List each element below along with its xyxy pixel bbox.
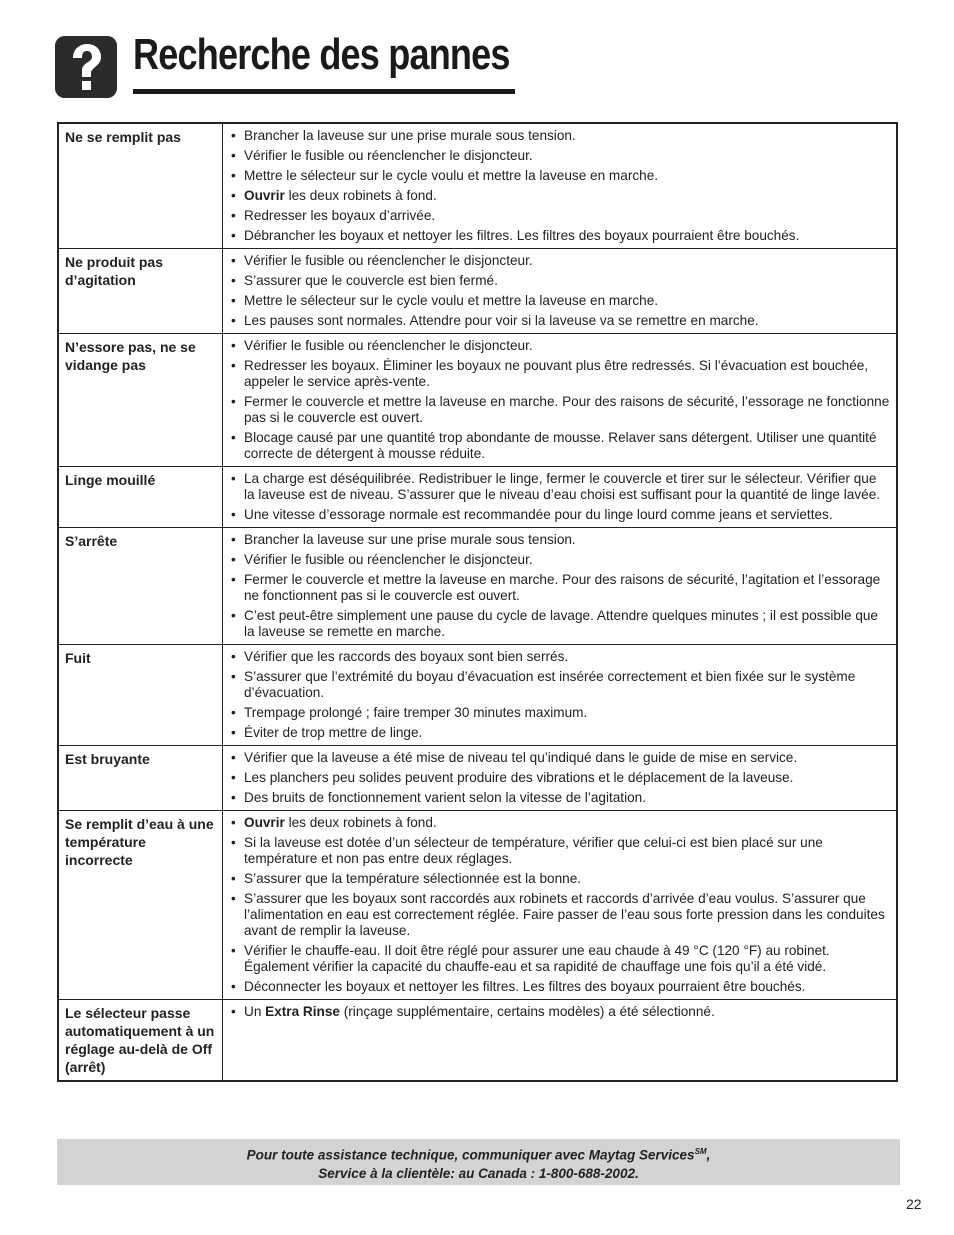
problem-cell: Se remplit d’eau à une température incorrecte — [58, 811, 223, 1000]
list-item: • La charge est déséquilibrée. Redistribuer le linge, fermer le couvercle et tirer sur le sélecteur. Vérifier que la laveuse est de niveau. S’assurer que le niveau d’eau choisi est suffisant pour la quantité de linge lavée. — [229, 471, 890, 503]
list-item: • Déconnecter les boyaux et nettoyer les filtres. Les filtres des boyaux pourraient être bouchés. — [229, 979, 890, 995]
solutions-cell — [223, 811, 898, 1000]
list-item: • S’assurer que la température sélectionnée est la bonne. — [229, 871, 890, 887]
solution-list — [229, 1004, 890, 1020]
list-item: • Vérifier le chauffe-eau. Il doit être réglé pour assurer une eau chaude à 49 °C (120 °F) au robinet. Également vérifier la capacité du chauffe-eau et sa rapidité de chauffage une fois qu’il a été vidé. — [229, 943, 890, 975]
emphasis-text: Ouvrir — [244, 188, 285, 203]
list-item: • Fermer le couvercle et mettre la laveuse en marche. Pour des raisons de sécurité, l’essorage ne fonctionne pas si le couvercle est ouvert. — [229, 394, 890, 426]
list-item: • S’assurer que l’extrémité du boyau d’évacuation est insérée correctement et bien fixée sur le système d’évacuation. — [229, 669, 890, 701]
list-item: • Une vitesse d’essorage normale est recommandée pour du linge lourd comme jeans et serviettes. — [229, 507, 890, 523]
list-item: • Éviter de trop mettre de linge. — [229, 725, 890, 741]
problem-cell: S’arrête — [58, 528, 223, 645]
list-item: • C’est peut-être simplement une pause du cycle de lavage. Attendre quelques minutes ; il est possible que la laveuse se remette en marche. — [229, 608, 890, 640]
list-item: • S’assurer que les boyaux sont raccordés aux robinets et raccords d’arrivée d’eau voulus. S’assurer que l’alimentation en eau est correctement réglée. Faire passer de l’eau sous forte pression dans les conduites avant de remplir la laveuse. — [229, 891, 890, 939]
page-number: 22 — [906, 1196, 922, 1212]
list-item: • Mettre le sélecteur sur le cycle voulu et mettre la laveuse en marche. — [229, 293, 890, 309]
problem-cell: Ne produit pas d’agitation — [58, 249, 223, 334]
solutions-cell — [223, 746, 898, 811]
problem-cell: Ne se remplit pas — [58, 123, 223, 249]
solutions-cell — [223, 467, 898, 528]
solutions-cell — [223, 123, 898, 249]
emphasis-text: Ouvrir — [244, 815, 285, 830]
list-item: • Redresser les boyaux. Éliminer les boyaux ne pouvant plus être redressés. Si l’évacuation est bouchée, appeler le service après-vente. — [229, 358, 890, 390]
problem-cell: Fuit — [58, 645, 223, 746]
table-row — [58, 123, 897, 249]
problem-cell: Le sélecteur passe automatiquement à un réglage au-delà de Off (arrêt) — [58, 1000, 223, 1082]
problem-cell: Est bruyante — [58, 746, 223, 811]
list-item: • Vérifier le fusible ou réenclencher le disjoncteur. — [229, 148, 890, 164]
list-item: • Les planchers peu solides peuvent produire des vibrations et le déplacement de la laveuse. — [229, 770, 890, 786]
list-item: • Redresser les boyaux d’arrivée. — [229, 208, 890, 224]
list-item: • S’assurer que le couvercle est bien fermé. — [229, 273, 890, 289]
table-row — [58, 467, 897, 528]
list-item: • Mettre le sélecteur sur le cycle voulu et mettre la laveuse en marche. — [229, 168, 890, 184]
table-row — [58, 746, 897, 811]
list-item: • Débrancher les boyaux et nettoyer les filtres. Les filtres des boyaux pourraient être bouchés. — [229, 228, 890, 244]
list-item: • Blocage causé par une quantité trop abondante de mousse. Relaver sans détergent. Utiliser une quantité correcte de détergent à mousse réduite. — [229, 430, 890, 462]
solution-list — [229, 128, 890, 244]
list-item: • Ouvrir les deux robinets à fond. — [229, 188, 890, 204]
solution-list — [229, 253, 890, 329]
solution-list — [229, 532, 890, 640]
footer-line-1: Pour toute assistance technique, communiquer avec Maytag Services℠, — [246, 1147, 711, 1163]
list-item: • Fermer le couvercle et mettre la laveuse en marche. Pour des raisons de sécurité, l’agitation et l’essorage ne fonctionnent pas si le couvercle est ouvert. — [229, 572, 890, 604]
page-header — [55, 30, 525, 100]
solutions-cell — [223, 645, 898, 746]
question-mark-icon — [55, 36, 117, 98]
problem-cell: Linge mouillé — [58, 467, 223, 528]
solution-list — [229, 649, 890, 741]
table-row — [58, 645, 897, 746]
title-underline — [133, 89, 515, 94]
list-item: • Vérifier le fusible ou réenclencher le disjoncteur. — [229, 338, 890, 354]
list-item: • Si la laveuse est dotée d’un sélecteur de température, vérifier que celui-ci est bien placé sur une température et non pas entre deux réglages. — [229, 835, 890, 867]
list-item: • Trempage prolongé ; faire tremper 30 minutes maximum. — [229, 705, 890, 721]
solutions-cell — [223, 528, 898, 645]
solutions-cell — [223, 1000, 898, 1082]
troubleshooting-table — [57, 122, 898, 1082]
list-item: • Un Extra Rinse (rinçage supplémentaire, certains modèles) a été sélectionné. — [229, 1004, 890, 1020]
list-item: • Les pauses sont normales. Attendre pour voir si la laveuse va se remettre en marche. — [229, 313, 890, 329]
list-item: • Vérifier que la laveuse a été mise de niveau tel qu’indiqué dans le guide de mise en service. — [229, 750, 890, 766]
footer-line-2: Service à la clientèle: au Canada : 1-800-688-2002. — [318, 1165, 639, 1181]
problem-cell: N’essore pas, ne se vidange pas — [58, 334, 223, 467]
table-row — [58, 811, 897, 1000]
support-footer — [57, 1139, 900, 1185]
list-item: • Des bruits de fonctionnement varient selon la vitesse de l’agitation. — [229, 790, 890, 806]
list-item: • Ouvrir les deux robinets à fond. — [229, 815, 890, 831]
solution-list — [229, 750, 890, 806]
list-item: • Vérifier le fusible ou réenclencher le disjoncteur. — [229, 552, 890, 568]
list-item: • Brancher la laveuse sur une prise murale sous tension. — [229, 532, 890, 548]
emphasis-text: Extra Rinse — [265, 1004, 340, 1019]
table-row — [58, 334, 897, 467]
table-row — [58, 1000, 897, 1082]
solutions-cell — [223, 334, 898, 467]
solution-list — [229, 471, 890, 523]
list-item: • Brancher la laveuse sur une prise murale sous tension. — [229, 128, 890, 144]
solution-list — [229, 338, 890, 462]
solutions-cell — [223, 249, 898, 334]
table-row — [58, 249, 897, 334]
solution-list — [229, 815, 890, 995]
list-item: • Vérifier le fusible ou réenclencher le disjoncteur. — [229, 253, 890, 269]
page-title: Recherche des pannes — [133, 30, 510, 79]
table-row — [58, 528, 897, 645]
list-item: • Vérifier que les raccords des boyaux sont bien serrés. — [229, 649, 890, 665]
